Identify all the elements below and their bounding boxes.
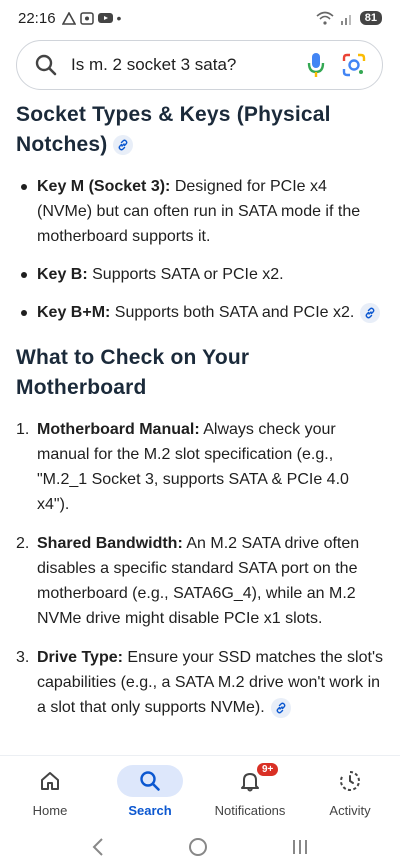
nav-label: Home xyxy=(32,803,68,818)
list-item: Key M (Socket 3): Designed for PCIe x4 (NVMe) but can often run in SATA mode if the motherboard supports it. xyxy=(16,174,384,249)
check-motherboard-list xyxy=(16,417,384,720)
search-icon xyxy=(139,770,161,792)
nav-home[interactable] xyxy=(0,756,100,825)
wifi-icon xyxy=(316,11,334,25)
battery-level: 81 xyxy=(360,11,382,25)
link-icon xyxy=(275,702,287,714)
home-icon xyxy=(39,770,61,792)
recent-apps-icon[interactable] xyxy=(291,838,309,856)
nav-label: Notifications xyxy=(214,803,286,818)
list-item: Key B: Supports SATA or PCIe x2. xyxy=(16,262,384,287)
nav-notifications[interactable] xyxy=(200,756,300,825)
nav-label: Activity xyxy=(329,803,371,818)
list-item: Key B+M: Supports both SATA and PCIe x2. xyxy=(16,300,384,325)
camera-lens-icon xyxy=(342,53,366,77)
microphone-icon xyxy=(307,52,325,78)
source-link-chip[interactable] xyxy=(360,303,380,323)
dot-icon: • xyxy=(116,10,122,26)
system-navigation-bar xyxy=(0,825,400,868)
search-icon xyxy=(35,54,57,76)
lens-search-button[interactable] xyxy=(340,51,368,79)
source-link-chip[interactable] xyxy=(113,135,133,155)
search-query[interactable]: Is m. 2 socket 3 sata? xyxy=(71,55,237,74)
source-link-chip[interactable] xyxy=(271,698,291,718)
link-icon xyxy=(364,307,376,319)
status-notification-icons xyxy=(62,10,122,26)
back-icon[interactable] xyxy=(91,837,105,857)
nav-search[interactable] xyxy=(100,756,200,825)
list-item: 1. Motherboard Manual: Always check your manual for the M.2 slot specification (e.g., "M.2_1 Socket 3, supports SATA & PCIe 4.0 x4"). xyxy=(16,421,349,513)
search-bar[interactable] xyxy=(16,40,383,90)
alert-icon xyxy=(62,12,76,25)
status-bar xyxy=(0,0,400,36)
screen-capture-icon xyxy=(80,12,94,25)
home-circle-icon[interactable] xyxy=(188,837,208,857)
section-heading-check-motherboard: What to Check on Your Motherboard xyxy=(16,346,250,399)
signal-icon xyxy=(340,12,354,25)
nav-label: Search xyxy=(128,803,172,818)
answer-content xyxy=(16,100,384,748)
voice-search-button[interactable] xyxy=(302,51,330,79)
nav-activity[interactable] xyxy=(300,756,400,825)
section-heading-socket-types: Socket Types & Keys (Physical Notches) xyxy=(16,103,331,156)
list-item: 3. Drive Type: Ensure your SSD matches the slot's capabilities (e.g., a SATA M.2 drive won't work in a slot that only supports NVMe). xyxy=(16,649,384,716)
socket-types-list xyxy=(16,174,384,325)
bottom-navigation xyxy=(0,755,400,825)
list-item: 2. Shared Bandwidth: An M.2 SATA drive often disables a specific standard SATA port on the motherboard (e.g., SATA6G_4), while an M.2 NVMe drive might disable PCIe x1 slots. xyxy=(16,535,360,627)
notification-badge: 9+ xyxy=(257,763,278,776)
video-icon xyxy=(98,12,113,24)
link-icon xyxy=(117,139,129,151)
activity-icon xyxy=(339,770,361,792)
status-time: 22:16 xyxy=(18,9,56,27)
